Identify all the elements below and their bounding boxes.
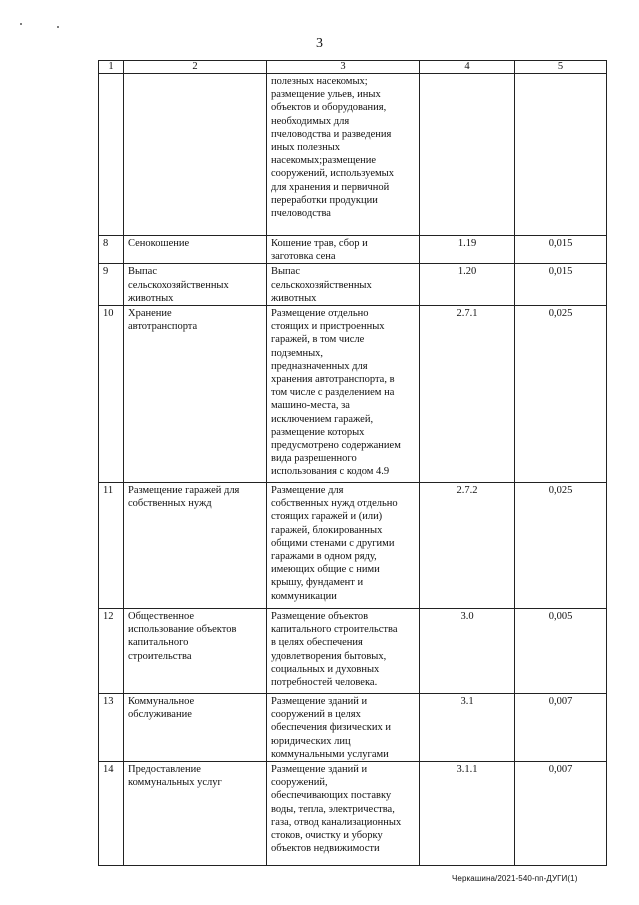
use-type-description-line: Размещение отдельно	[271, 308, 369, 320]
use-type-description-line: сооружений, используемых	[271, 168, 394, 180]
use-type-description-line: коммуникации	[271, 590, 337, 602]
use-type-name-cell	[124, 762, 267, 866]
header-cell-value: 5	[515, 61, 607, 74]
header-cell-name: 2	[124, 61, 267, 74]
coefficient-cell	[515, 74, 607, 236]
use-type-description-line: хранения автотранспорта, в	[271, 374, 395, 386]
use-type-description-line: Размещение зданий и	[271, 764, 368, 776]
use-type-description-line: стоков, очистку и уборку	[271, 830, 383, 842]
use-type-description-line: юридических лиц	[271, 735, 351, 747]
use-type-code-cell	[420, 74, 515, 236]
row-number-cell: 14	[99, 762, 124, 866]
table-row	[99, 483, 607, 609]
use-type-description-line: пчеловодства и разведения	[271, 128, 392, 140]
table-row	[99, 762, 607, 866]
use-type-code-cell: 1.19	[420, 236, 515, 264]
use-type-description-line: потребностей человека.	[271, 677, 378, 689]
use-type-code-cell: 1.20	[420, 264, 515, 306]
row-number-cell	[99, 74, 124, 236]
use-type-description-line: использования с кодом 4.9	[271, 466, 390, 478]
use-type-description-line: стоящих и пристроенных	[271, 321, 385, 333]
use-type-description-line: обеспечивающих поставку	[271, 790, 392, 802]
use-type-name-line: автотранспорта	[128, 321, 198, 333]
use-type-description-line: общими стенами с другими	[271, 537, 395, 549]
coefficient-cell: 0,015	[515, 264, 607, 306]
header-cell-num: 1	[99, 61, 124, 74]
table-row	[99, 74, 607, 236]
scan-speck	[57, 26, 59, 28]
coefficient-cell: 0,025	[515, 483, 607, 609]
use-type-description-line: сооружений,	[271, 777, 328, 789]
use-type-description-line: объектов недвижимости	[271, 843, 380, 855]
use-type-name-line: Предоставление	[128, 764, 201, 776]
use-type-name-line: собственных нужд	[128, 498, 212, 510]
use-type-description-line: социальных и духовных	[271, 663, 380, 675]
row-number-cell: 11	[99, 483, 124, 609]
use-type-name-cell	[124, 609, 267, 694]
use-type-name-line: Коммунальное	[128, 696, 195, 708]
use-type-name-cell	[124, 483, 267, 609]
use-type-description-line: заготовка сена	[271, 251, 336, 263]
use-type-description-line: предусмотрено содержанием	[271, 440, 401, 452]
use-type-description-line: иных полезных	[271, 142, 340, 154]
use-type-description-line: удовлетворения бытовых,	[271, 650, 387, 662]
use-type-code-cell: 2.7.2	[420, 483, 515, 609]
use-type-description-line: Размещение зданий и	[271, 696, 368, 708]
use-type-description-line: предназначенных для	[271, 360, 368, 372]
use-type-description-cell	[267, 74, 420, 236]
use-type-description-cell	[267, 306, 420, 483]
use-type-description-line: вида разрешенного	[271, 453, 357, 465]
row-number-cell: 9	[99, 264, 124, 306]
table-row	[99, 306, 607, 483]
use-type-name-cell	[124, 694, 267, 762]
use-type-description-cell	[267, 694, 420, 762]
coefficient-cell: 0,007	[515, 694, 607, 762]
use-type-description-line: размещение ульев, иных	[271, 89, 381, 101]
use-type-code-cell: 3.0	[420, 609, 515, 694]
use-type-name-line: капитального	[128, 637, 189, 649]
use-type-name-line: строительства	[128, 650, 192, 662]
use-type-name-cell	[124, 236, 267, 264]
use-type-description-line: воды, тепла, электричества,	[271, 803, 395, 815]
use-type-description-line: Выпас	[271, 266, 300, 278]
use-type-description-line: необходимых для	[271, 115, 350, 127]
use-type-name-line: Размещение гаражей для	[128, 485, 240, 497]
use-type-name-line: сельскохозяйственных	[128, 279, 229, 291]
use-type-description-line: пчеловодства	[271, 208, 331, 220]
use-type-name-cell	[124, 74, 267, 236]
land-use-table	[98, 60, 607, 866]
use-type-description-line: собственных нужд отдельно	[271, 498, 398, 510]
table-row	[99, 264, 607, 306]
use-type-name-line: использование объектов	[128, 624, 237, 636]
document-footer: Черкашина/2021-540-пп-ДУГИ(1)	[452, 874, 578, 883]
use-type-code-cell: 3.1	[420, 694, 515, 762]
use-type-description-line: машино-места, за	[271, 400, 350, 412]
use-type-code-cell: 2.7.1	[420, 306, 515, 483]
use-type-description-line: насекомых;размещение	[271, 155, 377, 167]
use-type-description-line: обеспечения физических и	[271, 722, 391, 734]
use-type-description-line: имеющих общие с ними	[271, 564, 380, 576]
table-row	[99, 609, 607, 694]
use-type-name-line: Хранение	[128, 308, 172, 320]
use-type-name-cell	[124, 264, 267, 306]
scan-speck	[20, 23, 22, 25]
row-number-cell: 10	[99, 306, 124, 483]
use-type-name-cell	[124, 306, 267, 483]
coefficient-cell: 0,015	[515, 236, 607, 264]
use-type-description-line: Кошение трав, сбор и	[271, 238, 368, 249]
header-cell-code: 4	[420, 61, 515, 74]
use-type-description-line: коммунальными услугами	[271, 748, 389, 760]
coefficient-cell: 0,005	[515, 609, 607, 694]
row-number-cell: 8	[99, 236, 124, 264]
row-number-cell: 12	[99, 609, 124, 694]
page-number: 3	[316, 36, 323, 51]
use-type-code-cell: 3.1.1	[420, 762, 515, 866]
header-cell-description: 3	[267, 61, 420, 74]
use-type-description-line: том числе с разделением на	[271, 387, 395, 399]
use-type-name-line: Сенокошение	[128, 238, 190, 249]
use-type-name-line: животных	[128, 292, 174, 304]
coefficient-cell: 0,025	[515, 306, 607, 483]
use-type-description-cell	[267, 264, 420, 306]
use-type-description-line: стоящих гаражей и (или)	[271, 511, 383, 523]
use-type-description-line: сооружений в целях	[271, 709, 361, 721]
use-type-name-line: Общественное	[128, 611, 195, 623]
use-type-description-line: гаражами в одном ряду,	[271, 551, 377, 563]
use-type-description-line: исключением гаражей,	[271, 413, 374, 425]
use-type-description-line: гаражей, блокированных	[271, 524, 383, 536]
use-type-name-line: Выпас	[128, 266, 157, 278]
use-type-description-cell	[267, 609, 420, 694]
use-type-description-cell	[267, 236, 420, 264]
use-type-description-line: для хранения и первичной	[271, 181, 390, 193]
use-type-description-line: размещение которых	[271, 426, 365, 438]
use-type-description-line: в целях обеспечения	[271, 637, 363, 649]
use-type-description-cell	[267, 483, 420, 609]
use-type-name-line: обслуживание	[128, 709, 192, 721]
use-type-description-line: животных	[271, 292, 317, 304]
coefficient-cell: 0,007	[515, 762, 607, 866]
use-type-description-line: газа, отвод канализационных	[271, 816, 402, 828]
use-type-description-line: переработки продукции	[271, 194, 378, 206]
row-number-cell: 13	[99, 694, 124, 762]
use-type-description-line: полезных насекомых;	[271, 76, 368, 87]
use-type-description-line: капитального строительства	[271, 624, 398, 636]
use-type-name-line: коммунальных услуг	[128, 777, 222, 789]
table-row	[99, 236, 607, 264]
use-type-description-line: Размещение объектов	[271, 611, 369, 623]
use-type-description-cell	[267, 762, 420, 866]
table-header-row	[99, 61, 607, 74]
table-row	[99, 694, 607, 762]
use-type-description-line: сельскохозяйственных	[271, 279, 372, 291]
use-type-description-line: Размещение для	[271, 485, 344, 497]
use-type-description-line: крышу, фундамент и	[271, 577, 364, 589]
use-type-description-line: подземных,	[271, 347, 324, 359]
use-type-description-line: гаражей, в том числе	[271, 334, 365, 346]
use-type-description-line: объектов и оборудования,	[271, 102, 387, 114]
